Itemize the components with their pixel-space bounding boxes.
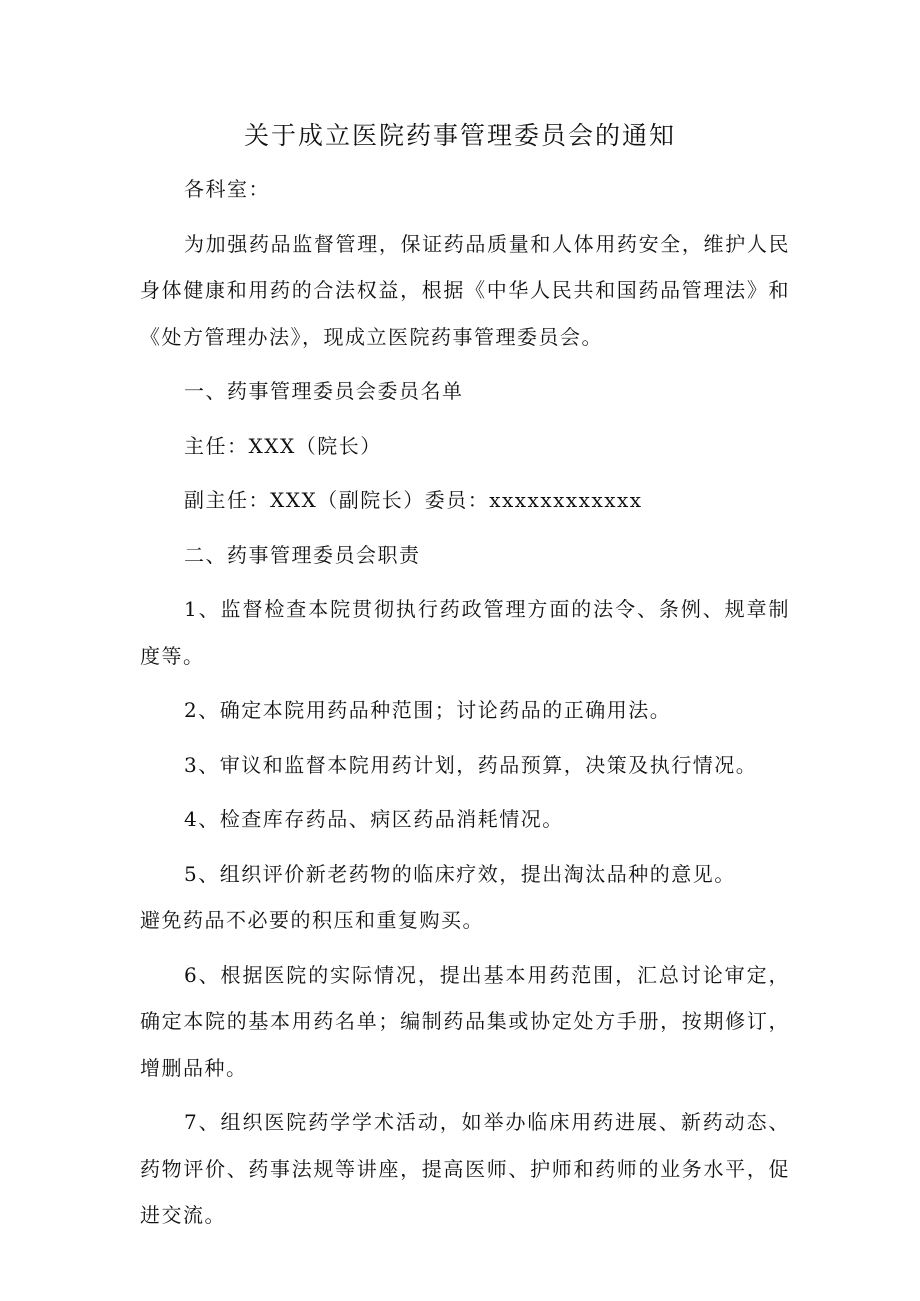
salutation: 各科室：: [184, 177, 270, 201]
document-title: 关于成立医院药事管理委员会的通知: [243, 121, 676, 150]
deputy-members-line: 副主任：XXX（副院长）委员：xxxxxxxxxxxx: [184, 488, 643, 512]
document-body: [140, 166, 790, 1239]
director-line: 主任：XXX（院长）: [184, 433, 382, 458]
section1-heading: 一、药事管理委员会委员名单: [184, 379, 464, 403]
duty-item-5-continuation: 避免药品不必要的积压和重复购买。: [140, 908, 484, 932]
intro-paragraph: 为加强药品监督管理，保证药品质量和人体用药安全，维护人民身体健康和用药的合法权益，根据《中华人民共和国药品管理法》和《处方管理办法》，现成立医院药事管理委员会。: [140, 231, 790, 349]
duty-item-3: 3、审议和监督本院用药计划，药品预算，决策及执行情况。: [184, 752, 758, 777]
duty-item-2: 2、确定本院用药品种范围；讨论药品的正确用法。: [184, 698, 672, 722]
duty-item-4: 4、检查库存药品、病区药品消耗情况。: [184, 807, 564, 831]
section2-heading: 二、药事管理委员会职责: [184, 542, 421, 567]
duty-item-6: 6、根据医院的实际情况，提出基本用药范围，汇总讨论审定，确定本院的基本用药名单；编制药品集或协定处方手册，按期修订，增删品种。: [140, 962, 790, 1080]
duty-item-5: 5、组织评价新老药物的临床疗效，提出淘汰品种的意见。: [184, 861, 736, 886]
duty-item-7: 7、组织医院药学学术活动，如举办临床用药进展、新药动态、药物评价、药事法规等讲座，提高医师、护师和药师的业务水平，促进交流。: [140, 1110, 790, 1227]
duty-item-1: 1、监督检查本院贯彻执行药政管理方面的法令、条例、规章制度等。: [140, 597, 790, 668]
